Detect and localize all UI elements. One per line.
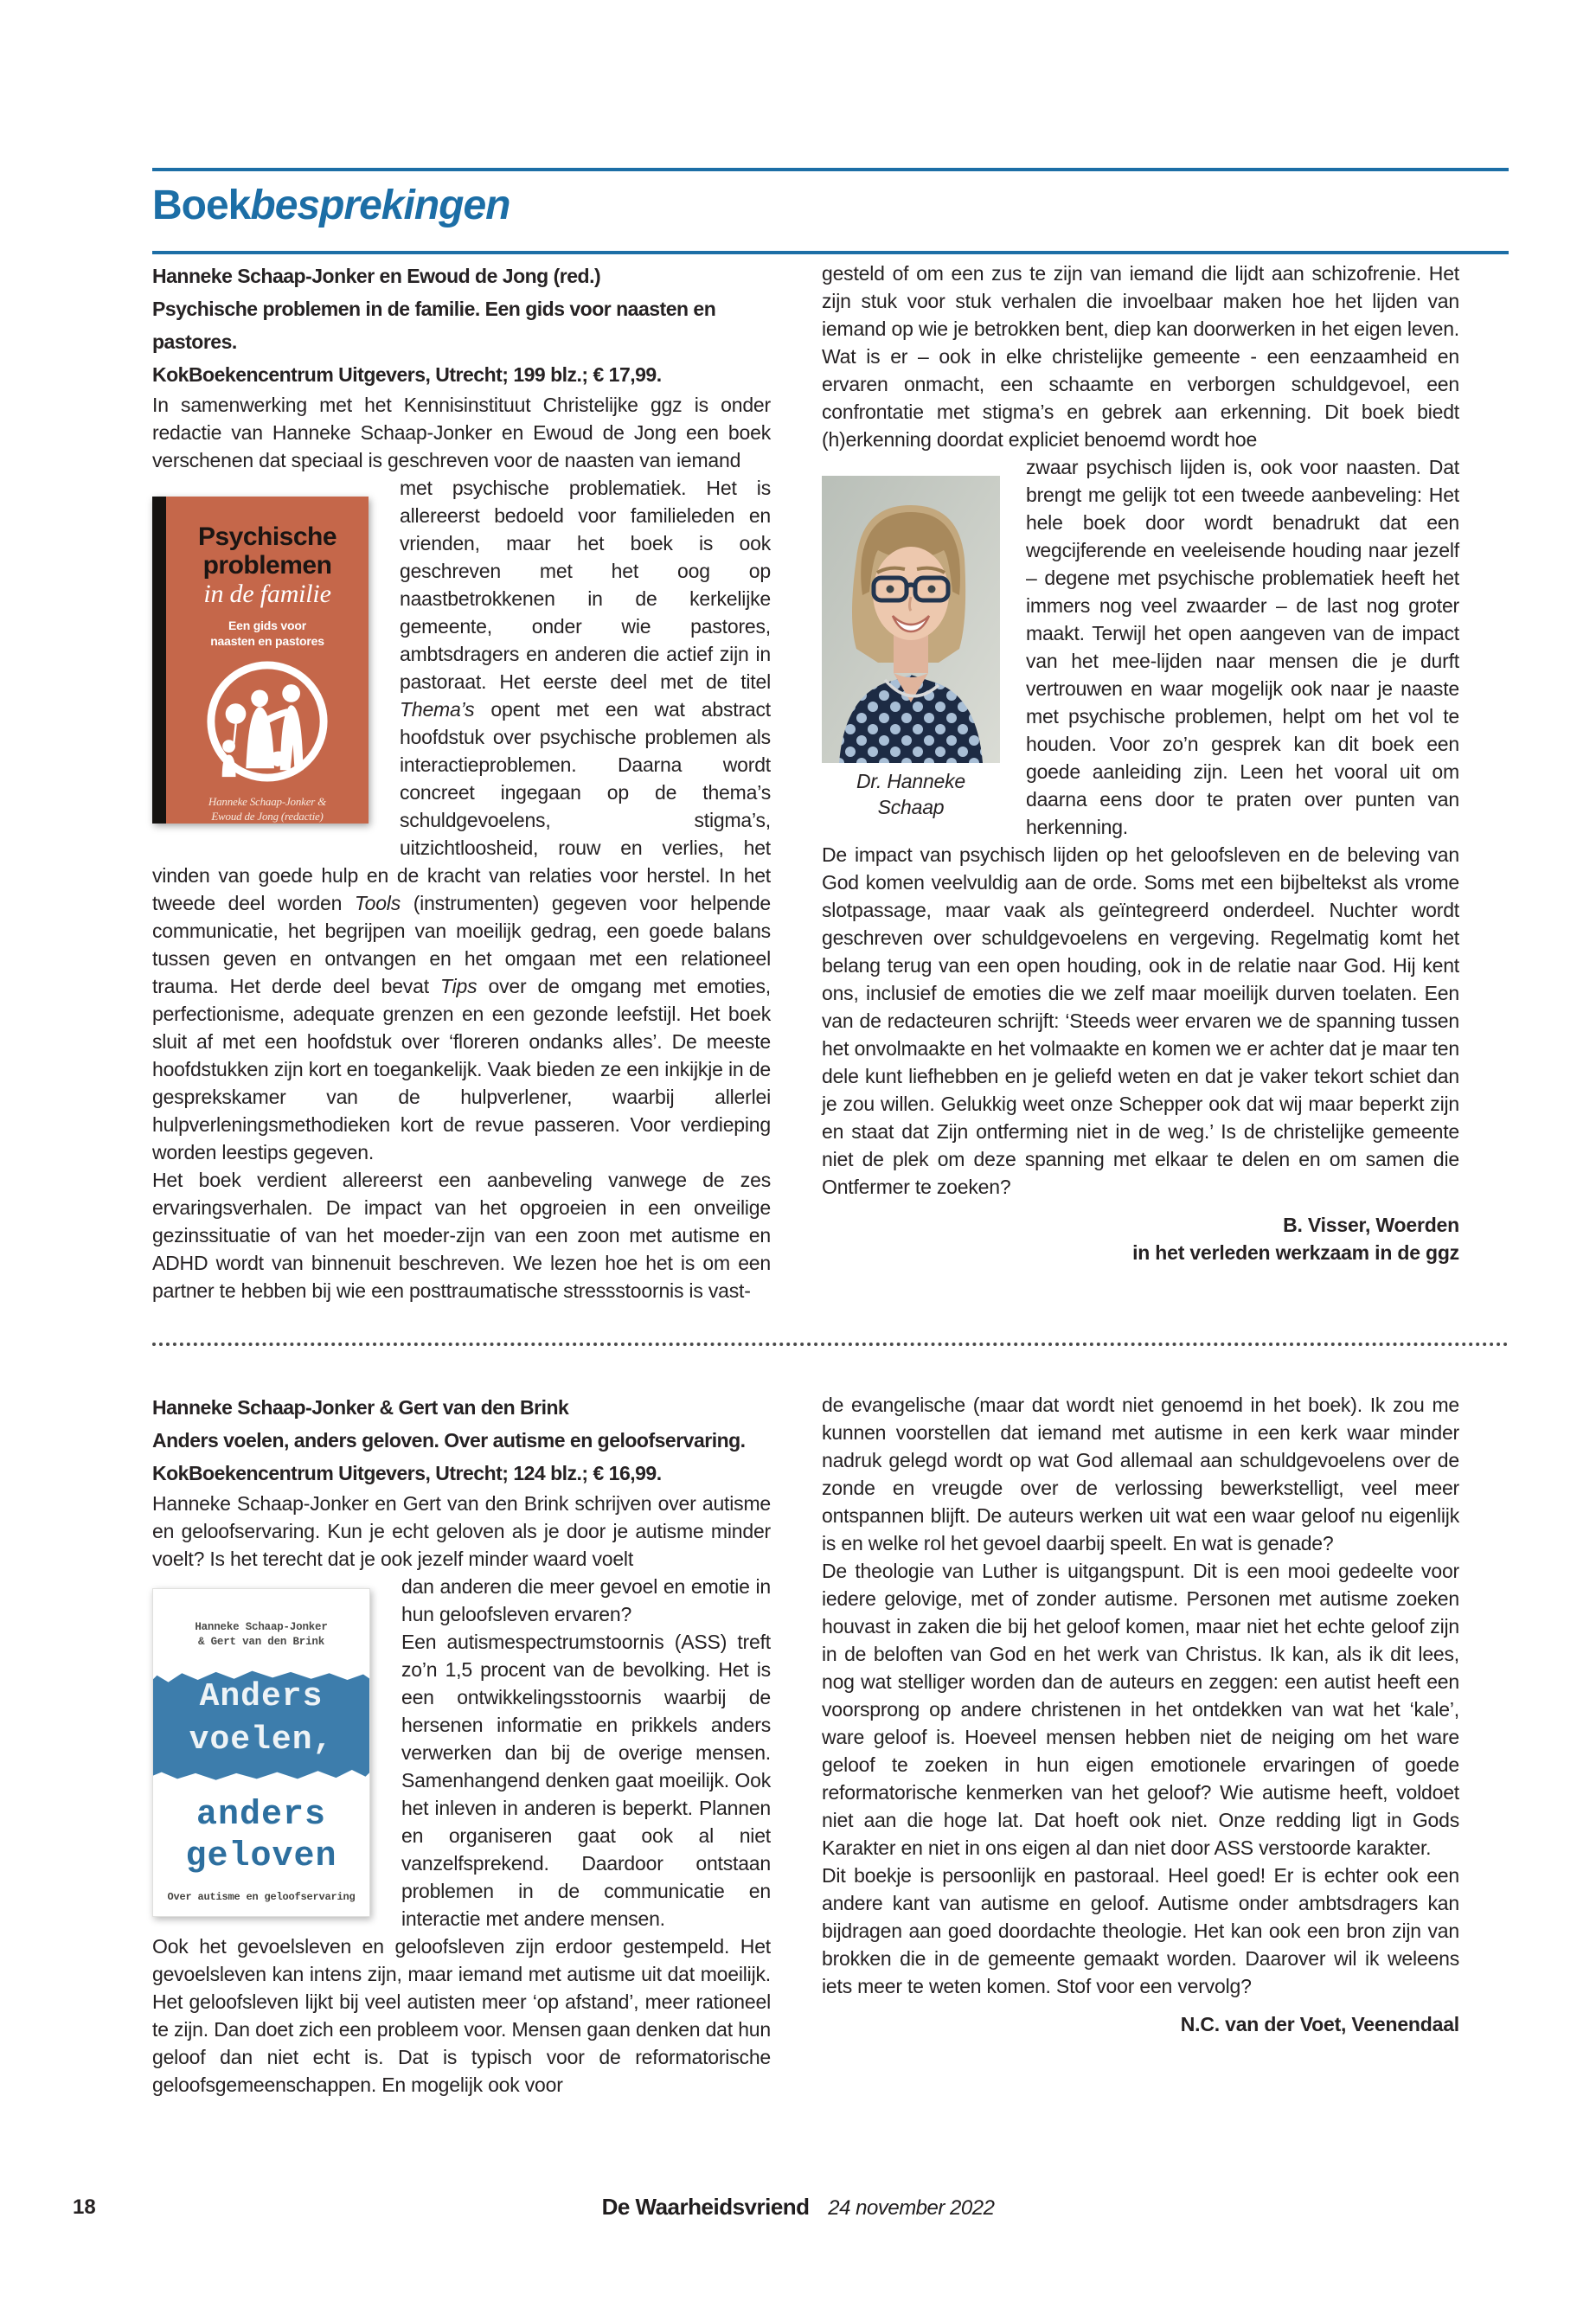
book-cover-anders-voelen bbox=[152, 1588, 370, 1917]
cover2-tagline: Over autisme en geloofservaring bbox=[167, 1891, 356, 1903]
review1-paragraph: Het boek verdient allereerst een aanbeveling vanwege de zes ervaringsverhalen. De impact van het opgroeien in een onveilige gezinssituatie of van het moeder-zijn van een zoon met autisme en ADHD wordt van binnenuit beschreven. We lezen hoe het is om een partner te hebben bij wie een posttraumatische stressstoornis is vast- bbox=[152, 1169, 771, 1302]
cover2-lower-title: anders geloven bbox=[185, 1796, 337, 1876]
review2-paragraph: Een autismespectrumstoornis (ASS) treft zo’n 1,5 procent van de bevolking. Het is een ontwikkelingsstoornis waarbij de hersenen informatie en prikkels anders verwerken dan bij de overige mensen. Samenhangend denken gaat moeilijk. Ook het inleven in anderen is beperkt. Plannen en organiseren gaat ook al niet vanzelfsprekend. Daardoor ontstaan problemen in de communicatie en interactie met andere mensen. bbox=[401, 1631, 771, 1930]
review1-book-title: Psychische problemen in de familie. Een gids voor naasten en pastores. bbox=[152, 298, 716, 353]
review2-paragraph: Hanneke Schaap-Jonker en Gert van den Brink schrijven over autisme en geloofservaring. Kun je echt geloven als je door je autisme minder voelt? Is het terecht dat je ook jezelf minder waard voelt bbox=[152, 1492, 771, 1570]
review2-paragraph: Ook het gevoelsleven en geloofsleven zijn erdoor gestempeld. Het gevoelsleven kan intens zijn, maar iemand met autisme uit dat moeilijk. Het geloofsleven lijkt bij veel autisten meer ‘op afstand’, meer rationeel te zijn. Dan doet zich een probleem voor. Mensen gaan denken dat hun geloof dan niet echt is. Dat is typisch voor de reformatorische geloofsgemeenschappen. En mogelijk ook voor bbox=[152, 1935, 771, 2096]
review1-authors: Hanneke Schaap-Jonker en Ewoud de Jong (red.) bbox=[152, 265, 601, 287]
review1-left-column bbox=[152, 260, 771, 1304]
review1-paragraph: zwaar psychisch lijden is, ook voor naasten. Dat brengt me gelijk tot een tweede aanbeveling: Het hele boek door wordt benadrukt dat een wegcijferende en veeleisende houding naar jezelf – degene met psychische problematiek heeft het immers nog veel zwaarder – de last nog groter maakt. Terwijl het open aangeven van de impact van het mee-lijden naar mensen die je durft vertrouwen en waar mogelijk ook naar je naaste met psychische problemen, helpt om het vol te houden. Voor zo’n gesprek kan dit boek een goede aanleiding zijn. Leen het vooral uit om daarna eens door te praten over punten van herkenning. bbox=[1026, 456, 1459, 838]
book-cover-psychische-problemen bbox=[152, 497, 369, 824]
review2-signature bbox=[822, 2010, 1459, 2038]
cover1-title-line2: problemen bbox=[202, 551, 332, 580]
cover1-title-line1: Psychische bbox=[197, 522, 337, 551]
section-separator bbox=[152, 1343, 1509, 1346]
review2-book-title: Anders voelen, anders geloven. Over autisme en geloofservaring. bbox=[152, 1429, 746, 1452]
review2-left-column bbox=[152, 1391, 771, 2099]
review2-authors: Hanneke Schaap-Jonker & Gert van den Brink bbox=[152, 1396, 569, 1419]
page-title-bold: Boek bbox=[152, 183, 251, 228]
page-title bbox=[152, 176, 510, 234]
book-spine bbox=[152, 497, 166, 824]
footer bbox=[0, 2194, 1596, 2221]
review1-right-column bbox=[822, 260, 1459, 1266]
review1-paragraph: In samenwerking met het Kennisinstituut Christelijke ggz is onder redactie van Hanneke Schaap-Jonker en Ewoud de Jong een boek verschenen dat speciaal is geschreven voor de naasten van iemand bbox=[152, 394, 771, 471]
header-rule-top bbox=[152, 168, 1509, 171]
header-rule-bottom bbox=[152, 251, 1509, 254]
portrait-photo-block bbox=[822, 476, 1000, 820]
review2-paragraph: De theologie van Luther is uitgangspunt. Dit is een mooi gedeelte voor iedere gelovige, met of zonder autisme. Personen met autisme zoeken houvast in zaken die bij het geloof komen, maar niet het echte geloof zijn in de beloften van God en het werk van Christus. Ik kan, als ik dit lees, nog wat stelliger worden dan de auteurs en zeggen: een autist heeft een voorsprong op andere christenen in het ontdekken van wat het ‘kale’, ware geloof is. Hoeveel mensen hebben niet de neiging om het ware geloof te zoeken in hun eigen emotionele ervaringen of goede reformatorische kenmerken van het geloof? Wie autisme heeft, voldoet niet aan die hoge lat. Dat hoeft ook niet. Onze redding ligt in Gods Karakter en niet in ons eigen al dan niet door ASS verstoorde karakter. bbox=[822, 1560, 1459, 1859]
page-title-italic: besprekingen bbox=[250, 183, 510, 228]
review1-publisher: KokBoekencentrum Uitgevers, Utrecht; 199 blz.; € 17,99. bbox=[152, 363, 662, 386]
cover2-authors: Hanneke Schaap-Jonker & Gert van den Brink bbox=[195, 1621, 328, 1648]
family-silhouette-icon bbox=[202, 657, 332, 785]
review1-paragraph: met psychische problematiek. Het is allereerst bedoeld voor familieleden en vrienden, maar het boek is ook geschreven met het oog op naastbetrokkenen in de kerkelijke gemeente, onder wie pastores, ambtsdragers en anderen die actief zijn in pastoraat. Het eerste deel met de titel Thema’s opent met een wat abstract hoofdstuk over psychische problemen als interactieproblemen. Daarna wordt concreet ingegaan op de thema’s schuldgevoelens, stigma’s, uitzichtloosheid, rouw en verlies, het vinden van goede hulp en de kracht van relaties voor herstel. In het tweede deel worden Tools (instrumenten) gegeven voor helpende communicatie, het begrijpen van moeilijk gedrag, een goede balans tussen geven en ontvangen en het omgaan met een relationeel trauma. Het derde deel bevat Tips over de omgang met emoties, perfectionisme, adequate grenzen en een gezonde leefstijl. Het boek sluit af met een hoofdstuk over ‘floreren ondanks alles’. De meeste hoofdstukken zijn kort en toegankelijk. Vaak bieden ze een inkijkje in de gesprekskamer van de hulpverlener, waarbij allerlei hulpverleningsmethodieken kort de revue passeren. Voor verdieping worden leestips gegeven. bbox=[152, 477, 772, 1163]
page-number: 18 bbox=[73, 2195, 96, 2219]
reviewer-name: N.C. van der Voet, Veenendaal bbox=[1180, 2013, 1459, 2035]
cover1-tagline: Een gids voor naasten en pastores bbox=[210, 619, 324, 648]
review1-signature bbox=[822, 1211, 1459, 1266]
cover1-authors: Hanneke Schaap-Jonker & Ewoud de Jong (redactie) bbox=[208, 795, 327, 823]
review1-paragraph: De impact van psychisch lijden op het geloofsleven en de beleving van God komen veelvuldig aan de orde. Soms met een bijbeltekst als vrome slotpassage, maar vaak als geïntegreerd onderdeel. Nuchter wordt geschreven over schuldgevoelens en vergeving. Regelmatig komt het belang terug van een open houding, ook in de relatie naar God. Hij kent ons, inclusief de emoties die we zelf maar moeilijk durven toelaten. Een van de redacteuren schrijft: ‘Steeds weer ervaren we de spanning tussen het onvolmaakte en het volmaakte en komen we er achter dat je maar ten dele kunt liefhebben en je geliefd weten en dat je vaker tekort schiet dan je zou willen. Gelukkig weet onze Schepper ook dat wij maar beperkt zijn en staat dat Zijn ontferming niet in de weg.’ Is de christelijke gemeente niet de plek om deze spanning met elkaar te delen en om samen die Ontfermer te zoeken? bbox=[822, 843, 1459, 1198]
review2-paragraph: dan anderen die meer gevoel en emotie in hun geloofsleven ervaren? bbox=[401, 1575, 771, 1625]
review2-publisher: KokBoekencentrum Uitgevers, Utrecht; 124 blz.; € 16,99. bbox=[152, 1462, 662, 1484]
cover1-subtitle: in de familie bbox=[203, 580, 331, 608]
review2-right-column bbox=[822, 1391, 1459, 2038]
portrait-hanneke-schaap bbox=[822, 476, 1000, 763]
reviewer-name: B. Visser, Woerden bbox=[1283, 1214, 1459, 1236]
issue-date: 24 november 2022 bbox=[828, 2196, 995, 2220]
magazine-name: De Waarheidsvriend bbox=[601, 2194, 810, 2220]
review2-paragraph: de evangelische (maar dat wordt niet genoemd in het boek). Ik zou me kunnen voorstellen dat iemand met autisme in een kerk waar minder nadruk gelegd wordt op wat God allemaal aan schuldgevoelens over de zonde en vreugde over de verlossing bewerkstelligt, veel meer ontspannen blijft. De auteurs werken uit wat een waar geloof nu eigenlijk is en welke rol het gevoel daarbij speelt. En wat is genade? bbox=[822, 1394, 1459, 1554]
review2-paragraph: Dit boekje is persoonlijk en pastoraal. Heel goed! Er is echter ook een andere kant van autisme en geloof. Autisme onder ambtsdragers kan bijdragen aan goed doordachte theologie. Het kan ook een bron zijn van brokken die in de gemeente gemaakt worden. Daarover wil ik weleens iets meer te weten komen. Stof voor een vervolg? bbox=[822, 1864, 1459, 1997]
reviewer-role: in het verleden werkzaam in de ggz bbox=[1132, 1241, 1459, 1264]
cover2-strip-title: Anders voelen, bbox=[189, 1678, 334, 1759]
review1-paragraph: gesteld of om een zus te zijn van iemand die lijdt aan schizofrenie. Het zijn stuk voor stuk verhalen die invoelbaar maken hoe het lijden van iemand op wie je betrokken bent, diep kan doorwerken in het eigen leven. Wat is er – ook in elke christelijke gemeente - een eenzaamheid en ervaren onmacht, een schaamte en verborgen schuldgevoel, een confrontatie met stigma’s en gebrek aan erkenning. Dit boek biedt (h)erkenning doordat expliciet benoemd wordt hoe bbox=[822, 262, 1459, 451]
photo-caption: Dr. Hanneke Schaap bbox=[856, 770, 966, 818]
